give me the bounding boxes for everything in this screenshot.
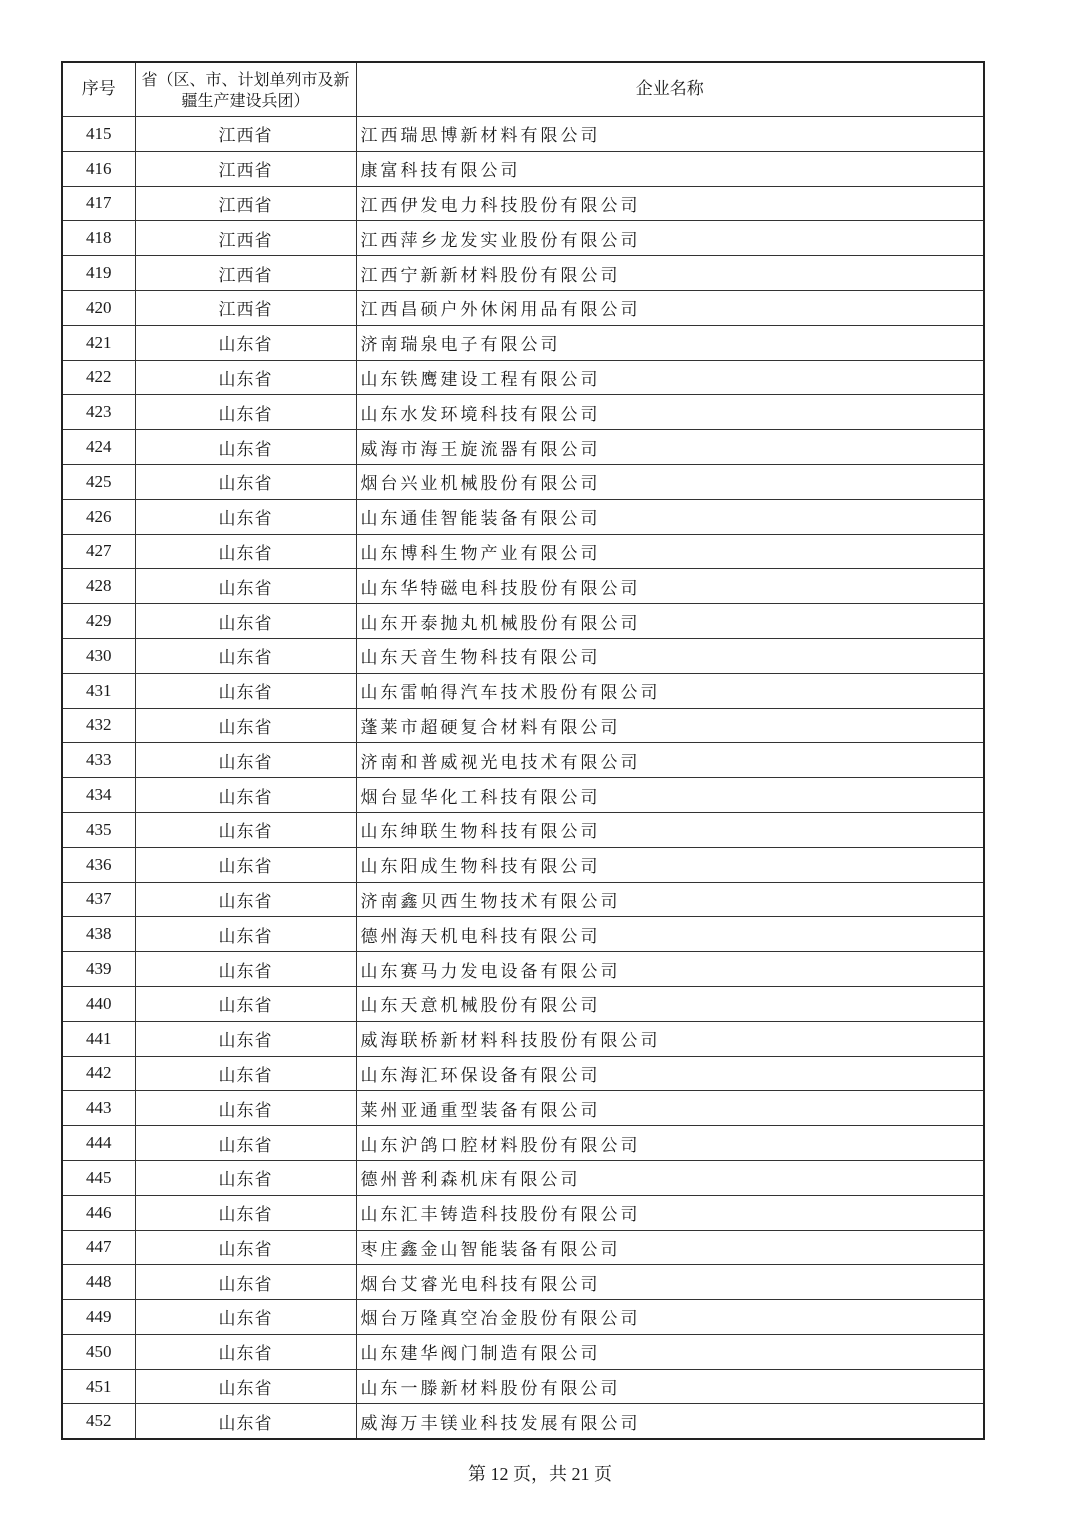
table-row — [62, 604, 984, 639]
row-company-name: 山东建华阀门制造有限公司 — [356, 1334, 984, 1369]
row-index: 448 — [62, 1265, 135, 1300]
row-company-name: 江西伊发电力科技股份有限公司 — [356, 186, 984, 221]
table-row — [62, 1369, 984, 1404]
row-company-name: 烟台兴业机械股份有限公司 — [356, 464, 984, 499]
header-province: 省（区、市、计划单列市及新疆生产建设兵团） — [135, 62, 356, 117]
table-row — [62, 430, 984, 465]
row-company-name: 山东天意机械股份有限公司 — [356, 986, 984, 1021]
row-province: 山东省 — [135, 534, 356, 569]
row-province: 山东省 — [135, 812, 356, 847]
row-index: 445 — [62, 1160, 135, 1195]
table-row — [62, 847, 984, 882]
row-index: 427 — [62, 534, 135, 569]
table-body — [62, 117, 984, 1440]
table-row — [62, 1334, 984, 1369]
row-company-name: 德州普利森机床有限公司 — [356, 1160, 984, 1195]
table-row — [62, 673, 984, 708]
row-company-name: 枣庄鑫金山智能装备有限公司 — [356, 1230, 984, 1265]
row-province: 山东省 — [135, 569, 356, 604]
row-company-name: 威海联桥新材料科技股份有限公司 — [356, 1021, 984, 1056]
row-province: 山东省 — [135, 1126, 356, 1161]
row-index: 425 — [62, 464, 135, 499]
row-company-name: 江西瑞思博新材料有限公司 — [356, 117, 984, 152]
row-province: 山东省 — [135, 638, 356, 673]
table-row — [62, 1404, 984, 1439]
table-row — [62, 464, 984, 499]
table-row — [62, 708, 984, 743]
row-company-name: 威海市海王旋流器有限公司 — [356, 430, 984, 465]
table-row — [62, 882, 984, 917]
row-company-name: 山东开泰抛丸机械股份有限公司 — [356, 604, 984, 639]
row-index: 423 — [62, 395, 135, 430]
row-company-name: 烟台显华化工科技有限公司 — [356, 778, 984, 813]
row-province: 山东省 — [135, 1230, 356, 1265]
row-company-name: 山东阳成生物科技有限公司 — [356, 847, 984, 882]
row-province: 山东省 — [135, 1265, 356, 1300]
row-company-name: 康富科技有限公司 — [356, 151, 984, 186]
row-company-name: 济南瑞泉电子有限公司 — [356, 325, 984, 360]
row-company-name: 山东沪鸽口腔材料股份有限公司 — [356, 1126, 984, 1161]
row-index: 431 — [62, 673, 135, 708]
table-row — [62, 743, 984, 778]
row-company-name: 江西萍乡龙发实业股份有限公司 — [356, 221, 984, 256]
table-row — [62, 952, 984, 987]
row-company-name: 山东华特磁电科技股份有限公司 — [356, 569, 984, 604]
row-index: 421 — [62, 325, 135, 360]
row-province: 江西省 — [135, 117, 356, 152]
row-index: 451 — [62, 1369, 135, 1404]
row-province: 山东省 — [135, 464, 356, 499]
table-row — [62, 1160, 984, 1195]
row-province: 江西省 — [135, 186, 356, 221]
company-list-table — [61, 61, 985, 1440]
row-index: 452 — [62, 1404, 135, 1439]
row-company-name: 莱州亚通重型装备有限公司 — [356, 1091, 984, 1126]
header-company: 企业名称 — [356, 62, 984, 117]
row-province: 山东省 — [135, 986, 356, 1021]
table-row — [62, 186, 984, 221]
row-index: 420 — [62, 290, 135, 325]
row-company-name: 山东天音生物科技有限公司 — [356, 638, 984, 673]
page-number: 第 12 页，共 21 页 — [468, 1464, 612, 1484]
row-company-name: 德州海天机电科技有限公司 — [356, 917, 984, 952]
table-row — [62, 917, 984, 952]
header-row — [62, 62, 984, 117]
row-index: 415 — [62, 117, 135, 152]
row-province: 山东省 — [135, 1369, 356, 1404]
row-index: 426 — [62, 499, 135, 534]
row-province: 山东省 — [135, 673, 356, 708]
row-index: 428 — [62, 569, 135, 604]
row-province: 山东省 — [135, 882, 356, 917]
row-province: 山东省 — [135, 1091, 356, 1126]
row-company-name: 山东汇丰铸造科技股份有限公司 — [356, 1195, 984, 1230]
row-index: 434 — [62, 778, 135, 813]
row-province: 山东省 — [135, 1056, 356, 1091]
row-province: 山东省 — [135, 778, 356, 813]
table-row — [62, 499, 984, 534]
row-province: 江西省 — [135, 256, 356, 291]
row-province: 江西省 — [135, 151, 356, 186]
row-index: 443 — [62, 1091, 135, 1126]
row-company-name: 山东通佳智能装备有限公司 — [356, 499, 984, 534]
row-index: 424 — [62, 430, 135, 465]
row-index: 444 — [62, 1126, 135, 1161]
row-company-name: 济南鑫贝西生物技术有限公司 — [356, 882, 984, 917]
row-province: 江西省 — [135, 221, 356, 256]
row-index: 419 — [62, 256, 135, 291]
table-row — [62, 1195, 984, 1230]
row-index: 439 — [62, 952, 135, 987]
row-province: 山东省 — [135, 360, 356, 395]
table-row — [62, 151, 984, 186]
table-row — [62, 778, 984, 813]
row-province: 山东省 — [135, 708, 356, 743]
table-row — [62, 986, 984, 1021]
row-index: 435 — [62, 812, 135, 847]
row-company-name: 江西昌硕户外休闲用品有限公司 — [356, 290, 984, 325]
row-company-name: 威海万丰镁业科技发展有限公司 — [356, 1404, 984, 1439]
row-index: 436 — [62, 847, 135, 882]
row-index: 433 — [62, 743, 135, 778]
row-province: 江西省 — [135, 290, 356, 325]
row-index: 440 — [62, 986, 135, 1021]
row-province: 山东省 — [135, 430, 356, 465]
table-row — [62, 1021, 984, 1056]
table-row — [62, 1300, 984, 1335]
table-row — [62, 812, 984, 847]
row-company-name: 山东铁鹰建设工程有限公司 — [356, 360, 984, 395]
row-index: 418 — [62, 221, 135, 256]
table-row — [62, 1265, 984, 1300]
row-company-name: 山东水发环境科技有限公司 — [356, 395, 984, 430]
table-row — [62, 395, 984, 430]
row-index: 437 — [62, 882, 135, 917]
row-index: 438 — [62, 917, 135, 952]
row-index: 430 — [62, 638, 135, 673]
table-row — [62, 1126, 984, 1161]
table-row — [62, 638, 984, 673]
table-header — [62, 62, 984, 117]
row-index: 449 — [62, 1300, 135, 1335]
row-province: 山东省 — [135, 743, 356, 778]
row-company-name: 江西宁新新材料股份有限公司 — [356, 256, 984, 291]
row-province: 山东省 — [135, 499, 356, 534]
row-company-name: 山东海汇环保设备有限公司 — [356, 1056, 984, 1091]
row-index: 441 — [62, 1021, 135, 1056]
row-company-name: 济南和普威视光电技术有限公司 — [356, 743, 984, 778]
row-province: 山东省 — [135, 1334, 356, 1369]
row-company-name: 蓬莱市超硬复合材料有限公司 — [356, 708, 984, 743]
row-index: 446 — [62, 1195, 135, 1230]
row-province: 山东省 — [135, 325, 356, 360]
table-row — [62, 1091, 984, 1126]
table-row — [62, 360, 984, 395]
table-row — [62, 1056, 984, 1091]
row-company-name: 烟台艾睿光电科技有限公司 — [356, 1265, 984, 1300]
row-province: 山东省 — [135, 847, 356, 882]
row-index: 450 — [62, 1334, 135, 1369]
table-row — [62, 569, 984, 604]
row-province: 山东省 — [135, 1160, 356, 1195]
row-index: 422 — [62, 360, 135, 395]
row-province: 山东省 — [135, 1300, 356, 1335]
row-company-name: 山东绅联生物科技有限公司 — [356, 812, 984, 847]
row-index: 432 — [62, 708, 135, 743]
row-index: 417 — [62, 186, 135, 221]
row-company-name: 山东雷帕得汽车技术股份有限公司 — [356, 673, 984, 708]
table-row — [62, 221, 984, 256]
table-row — [62, 290, 984, 325]
table-row — [62, 534, 984, 569]
row-province: 山东省 — [135, 1404, 356, 1439]
row-company-name: 山东赛马力发电设备有限公司 — [356, 952, 984, 987]
row-province: 山东省 — [135, 1195, 356, 1230]
row-index: 447 — [62, 1230, 135, 1265]
table-row — [62, 256, 984, 291]
row-index: 416 — [62, 151, 135, 186]
row-province: 山东省 — [135, 917, 356, 952]
row-index: 442 — [62, 1056, 135, 1091]
row-company-name: 山东博科生物产业有限公司 — [356, 534, 984, 569]
table-row — [62, 117, 984, 152]
row-province: 山东省 — [135, 952, 356, 987]
header-index: 序号 — [62, 62, 135, 117]
table-row — [62, 325, 984, 360]
row-province: 山东省 — [135, 395, 356, 430]
table-row — [62, 1230, 984, 1265]
row-company-name: 山东一滕新材料股份有限公司 — [356, 1369, 984, 1404]
row-province: 山东省 — [135, 1021, 356, 1056]
row-index: 429 — [62, 604, 135, 639]
row-company-name: 烟台万隆真空冶金股份有限公司 — [356, 1300, 984, 1335]
row-province: 山东省 — [135, 604, 356, 639]
